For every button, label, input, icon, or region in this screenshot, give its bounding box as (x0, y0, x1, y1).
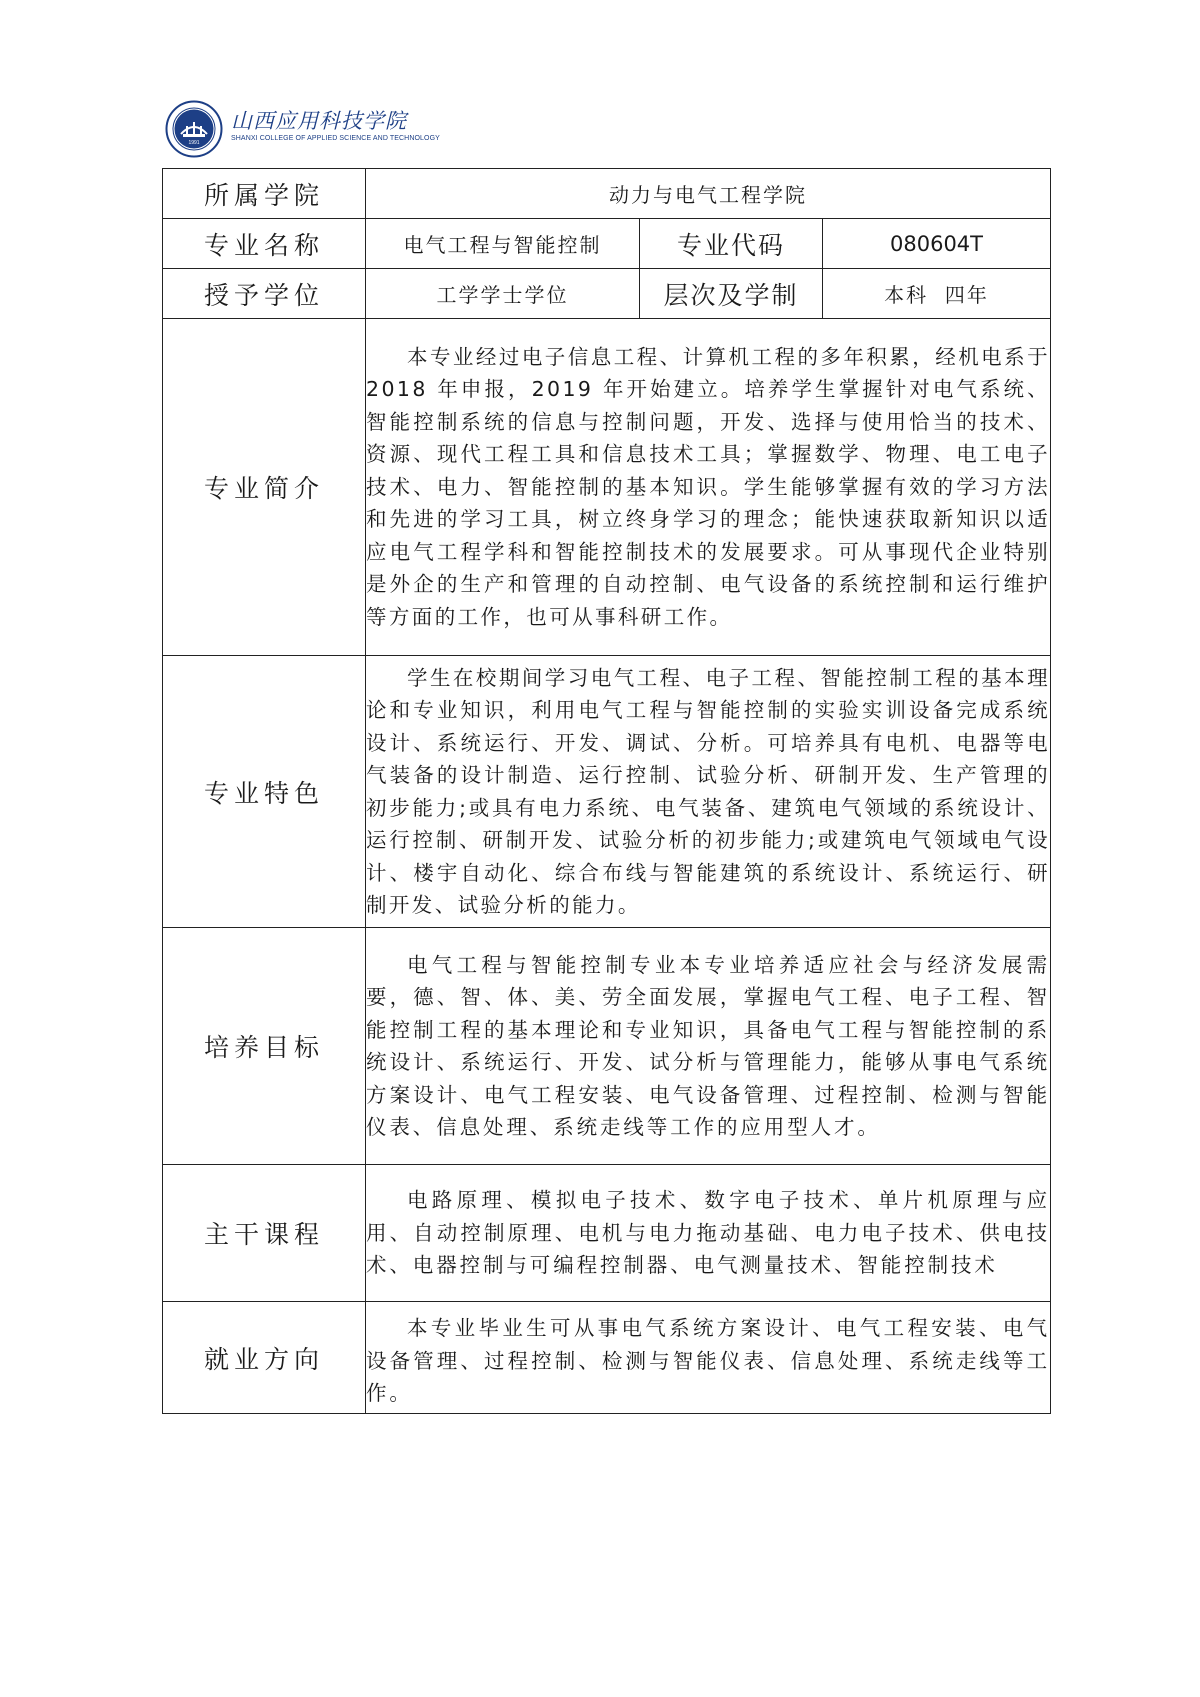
goal-text: 电气工程与智能控制专业本专业培养适应社会与经济发展需要，德、智、体、美、劳全面发展，掌握电气工程、电子工程、智能控制工程的基本理论和专业知识，具备电气工程与智能控制的系统设计、系统运行、开发、试分析与管理能力，能够从事电气系统方案设计、电气工程安装、电气设备管理、过程控制、检测与智能仪表、信息处理、系统走线等工作的应用型人才。 (366, 928, 1051, 1165)
row-degree (163, 269, 1051, 319)
major-name-label: 专业名称 (163, 219, 366, 269)
school-seal-icon (165, 100, 223, 158)
feature-label: 专业特色 (163, 656, 366, 928)
degree-label: 授予学位 (163, 269, 366, 319)
career-label: 就业方向 (163, 1302, 366, 1414)
row-goal (163, 928, 1051, 1165)
college-label: 所属学院 (163, 169, 366, 219)
row-college (163, 169, 1051, 219)
major-code-label: 专业代码 (640, 219, 823, 269)
major-info-table (162, 168, 1051, 1414)
course-text: 电路原理、模拟电子技术、数字电子技术、单片机原理与应用、自动控制原理、电机与电力拖动基础、电力电子技术、供电技术、电器控制与可编程控制器、电气测量技术、智能控制技术 (366, 1165, 1051, 1302)
feature-text: 学生在校期间学习电气工程、电子工程、智能控制工程的基本理论和专业知识，利用电气工程与智能控制的实验实训设备完成系统设计、系统运行、开发、调试、分析。可培养具有电机、电器等电气装备的设计制造、运行控制、试验分析、研制开发、生产管理的初步能力;或具有电力系统、电气装备、建筑电气领域的系统设计、运行控制、研制开发、试验分析的初步能力;或建筑电气领域电气设计、楼宇自动化、综合布线与智能建筑的系统设计、系统运行、研制开发、试验分析的能力。 (366, 656, 1051, 928)
level-value: 本科 四年 (823, 269, 1051, 319)
row-career (163, 1302, 1051, 1414)
row-feature (163, 656, 1051, 928)
row-major (163, 219, 1051, 269)
row-course (163, 1165, 1051, 1302)
school-brand (231, 108, 440, 156)
row-intro (163, 319, 1051, 656)
career-text: 本专业毕业生可从事电气系统方案设计、电气工程安装、电气设备管理、过程控制、检测与智能仪表、信息处理、系统走线等工作。 (366, 1302, 1051, 1414)
degree-value: 工学学士学位 (366, 269, 640, 319)
page-header (165, 100, 440, 158)
school-name-en: SHANXI COLLEGE OF APPLIED SCIENCE AND TECHNOLOGY (231, 135, 440, 142)
major-name-value: 电气工程与智能控制 (366, 219, 640, 269)
goal-label: 培养目标 (163, 928, 366, 1165)
college-value: 动力与电气工程学院 (366, 169, 1051, 219)
seal-year: 1991 (188, 140, 200, 146)
intro-label: 专业简介 (163, 319, 366, 656)
intro-text: 本专业经过电子信息工程、计算机工程的多年积累，经机电系于 2018 年申报，2019 年开始建立。培养学生掌握针对电气系统、智能控制系统的信息与控制问题，开发、选择与使用恰当的技术、资源、现代工程工具和信息技术工具；掌握数学、物理、电工电子技术、电力、智能控制的基本知识。学生能够掌握有效的学习方法和先进的学习工具，树立终身学习的理念；能快速获取新知识以适应电气工程学科和智能控制技术的发展要求。可从事现代企业特别是外企的生产和管理的自动控制、电气设备的系统控制和运行维护等方面的工作，也可从事科研工作。 (366, 319, 1051, 656)
level-label: 层次及学制 (640, 269, 823, 319)
major-code-value: 080604T (823, 219, 1051, 269)
course-label: 主干课程 (163, 1165, 366, 1302)
school-name-cn: 山西应用科技学院 (231, 109, 407, 133)
